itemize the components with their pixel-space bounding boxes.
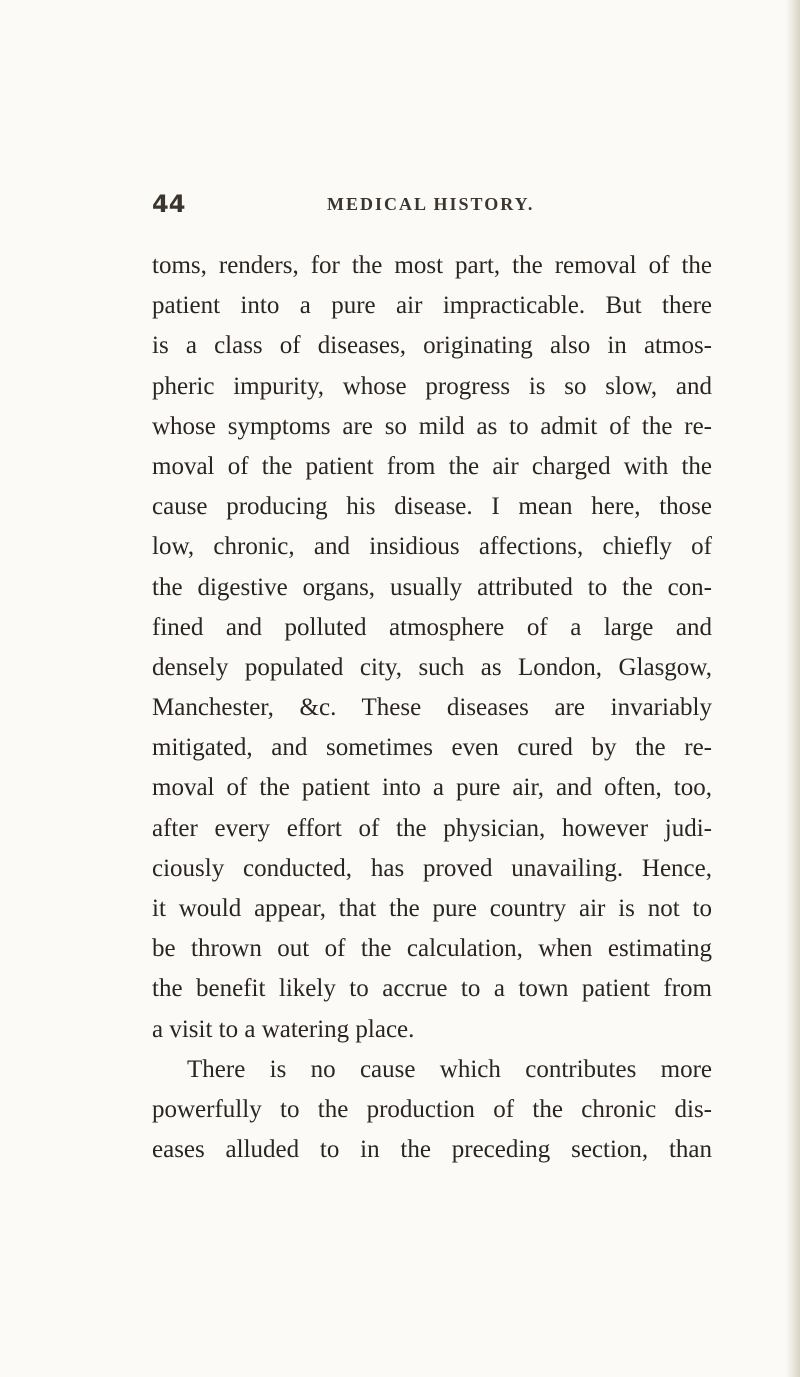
paragraph-2 [152, 1050, 712, 1171]
text-line: it would appear, that the pure country air is not to [152, 895, 712, 922]
running-head: MEDICAL HISTORY. [327, 194, 535, 214]
text-line: low, chronic, and insidious affections, chiefly of [152, 533, 712, 561]
text-line: pheric impurity, whose progress is so slow, and [152, 372, 712, 400]
text-line: Manchester, &c. These diseases are invariably [152, 694, 712, 722]
paragraph-1 [152, 246, 712, 1050]
text-line: the digestive organs, usually attributed to the con- [152, 573, 712, 601]
text-line: powerfully to the production of the chronic dis- [152, 1095, 712, 1123]
text-line: ciously conducted, has proved unavailing. Hence, [152, 854, 712, 882]
text-line: a visit to a watering place. [152, 1015, 415, 1043]
body-text [152, 246, 712, 1170]
text-line: is a class of diseases, originating also in atmos- [152, 332, 712, 360]
text-line: moval of the patient from the air charged with the [152, 452, 712, 480]
text-line: cause producing his disease. I mean here, those [152, 493, 712, 521]
text-line: densely populated city, such as London, Glasgow, [152, 653, 712, 681]
text-line: patient into a pure air impracticable. But there [152, 292, 712, 320]
text-line: toms, renders, for the most part, the removal of the [152, 252, 712, 279]
text-line: be thrown out of the calculation, when estimating [152, 935, 712, 963]
text-line: eases alluded to in the preceding section, than [152, 1136, 712, 1164]
page-header [152, 188, 712, 220]
page-number: 44 [152, 190, 186, 218]
text-line: fined and polluted atmosphere of a large and [152, 613, 712, 641]
text-line: moval of the patient into a pure air, and often, too, [152, 774, 712, 802]
text-line: after every effort of the physician, however judi- [152, 814, 712, 842]
text-line: whose symptoms are so mild as to admit of the re- [152, 412, 712, 440]
text-line: mitigated, and sometimes even cured by the re- [152, 734, 712, 762]
text-line: There is no cause which contributes more [187, 1055, 712, 1083]
text-line: the benefit likely to accrue to a town patient from [152, 975, 712, 1003]
page-edge-shadow [786, 0, 800, 1377]
